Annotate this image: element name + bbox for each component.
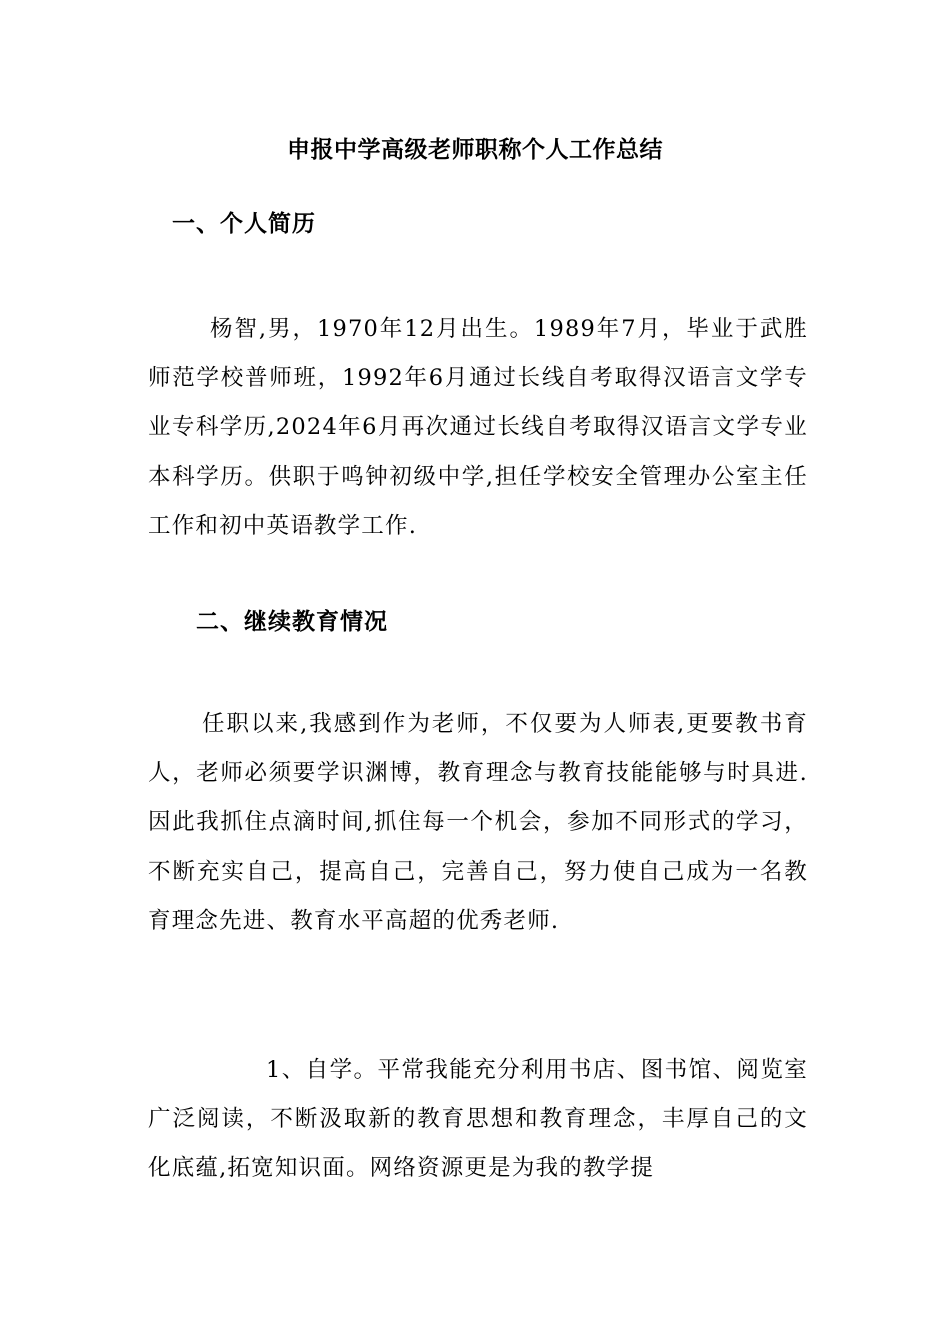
self-study-paragraph: 1、自学。平常我能充分利用书店、图书馆、阅览室广泛阅读，不断汲取新的教育思想和教育理念，丰厚自己的文化底蕴,拓宽知识面。网络资源更是为我的教学提 (148, 1057, 808, 1182)
section-heading-continuing-education: 二、继续教育情况 (196, 609, 388, 635)
resume-paragraph: 杨智,男，1970年12月出生。1989年7月，毕业于武胜师范学校普师班，1992年6月通过长线自考取得汉语言文学专业专科学历,2024年6月再次通过长线自考取得汉语言文学专业本科学历。供职于鸣钟初级中学,担任学校安全管理办公室主任工作和初中英语教学工作. (148, 316, 808, 539)
document-title: 申报中学高级老师职称个人工作总结 (287, 137, 663, 163)
section-heading-resume: 一、个人简历 (172, 211, 316, 237)
continuing-education-paragraph: 任职以来,我感到作为老师，不仅要为人师表,更要教书育人，老师必须要学识渊博，教育理念与教育技能能够与时具进.因此我抓住点滴时间,抓住每一个机会，参加不同形式的学习，不断充实自己，提高自己，完善自己，努力使自己成为一名教育理念先进、教育水平高超的优秀老师. (148, 711, 808, 934)
